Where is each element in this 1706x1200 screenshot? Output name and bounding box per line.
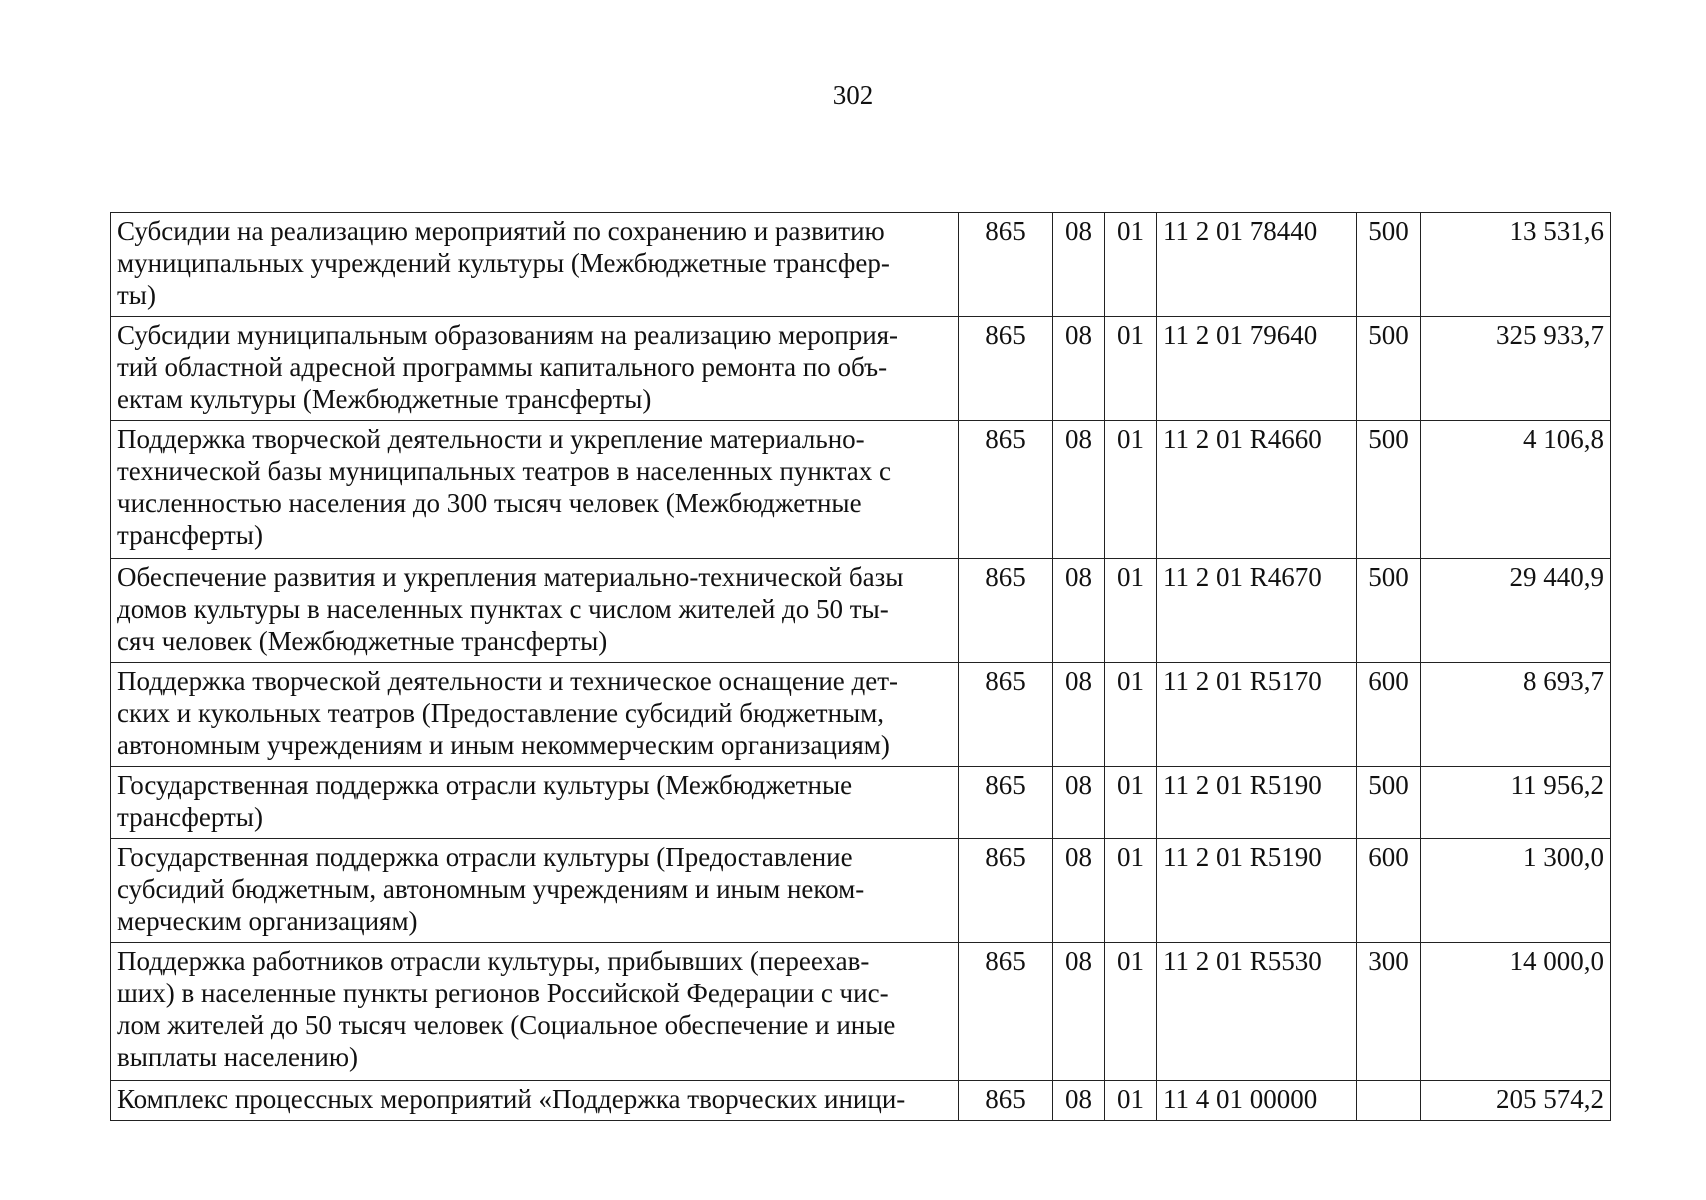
table-row bbox=[111, 943, 1611, 1081]
table-row bbox=[111, 839, 1611, 943]
expense-type-code: 500 bbox=[1357, 213, 1421, 317]
ministry-code: 865 bbox=[959, 1081, 1053, 1121]
budget-table-body bbox=[111, 213, 1611, 1121]
description-line: Государственная поддержка отрасли культуры (Межбюджетные bbox=[117, 770, 853, 800]
section-code: 08 bbox=[1053, 663, 1105, 767]
expense-type-code: 600 bbox=[1357, 663, 1421, 767]
description-line: Обеспечение развития и укрепления материально-технической базы bbox=[117, 562, 904, 592]
amount-value: 205 574,2 bbox=[1421, 1081, 1611, 1121]
description-line: ектам культуры (Межбюджетные трансферты) bbox=[117, 384, 652, 414]
ministry-code: 865 bbox=[959, 663, 1053, 767]
description-line: Субсидии на реализацию мероприятий по сохранению и развитию bbox=[117, 216, 885, 246]
description-line: субсидий бюджетным, автономным учреждениям и иным неком- bbox=[117, 874, 865, 904]
subsection-code: 01 bbox=[1105, 943, 1157, 1081]
section-code: 08 bbox=[1053, 1081, 1105, 1121]
section-code: 08 bbox=[1053, 421, 1105, 559]
expense-type-code: 500 bbox=[1357, 317, 1421, 421]
table-row bbox=[111, 663, 1611, 767]
ministry-code: 865 bbox=[959, 213, 1053, 317]
expense-type-code: 500 bbox=[1357, 421, 1421, 559]
subsection-code: 01 bbox=[1105, 559, 1157, 663]
subsection-code: 01 bbox=[1105, 663, 1157, 767]
amount-value: 1 300,0 bbox=[1421, 839, 1611, 943]
row-description bbox=[111, 317, 959, 421]
amount-value: 325 933,7 bbox=[1421, 317, 1611, 421]
description-line: технической базы муниципальных театров в населенных пунктах с bbox=[117, 456, 891, 486]
description-line: численностью населения до 300 тысяч человек (Межбюджетные bbox=[117, 488, 862, 518]
description-line: Поддержка творческой деятельности и укрепление материально- bbox=[117, 424, 865, 454]
amount-value: 8 693,7 bbox=[1421, 663, 1611, 767]
description-line: сяч человек (Межбюджетные трансферты) bbox=[117, 626, 608, 656]
table-row bbox=[111, 767, 1611, 839]
description-line: лом жителей до 50 тысяч человек (Социальное обеспечение и иные bbox=[117, 1010, 896, 1040]
section-code: 08 bbox=[1053, 943, 1105, 1081]
amount-value: 29 440,9 bbox=[1421, 559, 1611, 663]
row-description bbox=[111, 559, 959, 663]
budget-table bbox=[110, 212, 1611, 1121]
description-line: ших) в населенные пункты регионов Российской Федерации с чис- bbox=[117, 978, 889, 1008]
subsection-code: 01 bbox=[1105, 213, 1157, 317]
expense-type-code: 500 bbox=[1357, 559, 1421, 663]
description-line: Субсидии муниципальным образованиям на реализацию мероприя- bbox=[117, 320, 899, 350]
description-line: трансферты) bbox=[117, 802, 263, 832]
ministry-code: 865 bbox=[959, 767, 1053, 839]
target-article-code: 11 2 01 R5170 bbox=[1157, 663, 1357, 767]
target-article-code: 11 2 01 R5190 bbox=[1157, 839, 1357, 943]
section-code: 08 bbox=[1053, 839, 1105, 943]
row-description bbox=[111, 213, 959, 317]
description-line: Поддержка творческой деятельности и техническое оснащение дет- bbox=[117, 666, 899, 696]
description-line: Поддержка работников отрасли культуры, прибывших (переехав- bbox=[117, 946, 870, 976]
target-article-code: 11 2 01 R4670 bbox=[1157, 559, 1357, 663]
expense-type-code: 300 bbox=[1357, 943, 1421, 1081]
ministry-code: 865 bbox=[959, 943, 1053, 1081]
target-article-code: 11 2 01 R4660 bbox=[1157, 421, 1357, 559]
table-row bbox=[111, 317, 1611, 421]
ministry-code: 865 bbox=[959, 317, 1053, 421]
description-line: ты) bbox=[117, 280, 156, 310]
row-description bbox=[111, 839, 959, 943]
ministry-code: 865 bbox=[959, 421, 1053, 559]
subsection-code: 01 bbox=[1105, 839, 1157, 943]
table-row bbox=[111, 213, 1611, 317]
description-line: Государственная поддержка отрасли культуры (Предоставление bbox=[117, 842, 853, 872]
description-line: выплаты населению) bbox=[117, 1042, 359, 1072]
table-row bbox=[111, 1081, 1611, 1121]
amount-value: 11 956,2 bbox=[1421, 767, 1611, 839]
row-description bbox=[111, 767, 959, 839]
amount-value: 14 000,0 bbox=[1421, 943, 1611, 1081]
subsection-code: 01 bbox=[1105, 317, 1157, 421]
description-line: мерческим организациям) bbox=[117, 906, 418, 936]
target-article-code: 11 4 01 00000 bbox=[1157, 1081, 1357, 1121]
expense-type-code: 500 bbox=[1357, 767, 1421, 839]
amount-value: 13 531,6 bbox=[1421, 213, 1611, 317]
description-line: муниципальных учреждений культуры (Межбюджетные трансфер- bbox=[117, 248, 890, 278]
table-row bbox=[111, 421, 1611, 559]
description-line: автономным учреждениям и иным некоммерческим организациям) bbox=[117, 730, 890, 760]
row-description bbox=[111, 421, 959, 559]
target-article-code: 11 2 01 79640 bbox=[1157, 317, 1357, 421]
subsection-code: 01 bbox=[1105, 1081, 1157, 1121]
section-code: 08 bbox=[1053, 767, 1105, 839]
target-article-code: 11 2 01 78440 bbox=[1157, 213, 1357, 317]
table-row bbox=[111, 559, 1611, 663]
row-description bbox=[111, 1081, 959, 1121]
section-code: 08 bbox=[1053, 317, 1105, 421]
description-line: тий областной адресной программы капитального ремонта по объ- bbox=[117, 352, 888, 382]
row-description bbox=[111, 663, 959, 767]
target-article-code: 11 2 01 R5190 bbox=[1157, 767, 1357, 839]
row-description bbox=[111, 943, 959, 1081]
ministry-code: 865 bbox=[959, 839, 1053, 943]
description-line: Комплекс процессных мероприятий «Поддержка творческих иници- bbox=[117, 1084, 906, 1114]
description-line: домов культуры в населенных пунктах с числом жителей до 50 ты- bbox=[117, 594, 889, 624]
section-code: 08 bbox=[1053, 559, 1105, 663]
amount-value: 4 106,8 bbox=[1421, 421, 1611, 559]
expense-type-code: 600 bbox=[1357, 839, 1421, 943]
expense-type-code bbox=[1357, 1081, 1421, 1121]
subsection-code: 01 bbox=[1105, 767, 1157, 839]
target-article-code: 11 2 01 R5530 bbox=[1157, 943, 1357, 1081]
description-line: ских и кукольных театров (Предоставление субсидий бюджетным, bbox=[117, 698, 884, 728]
page-number: 302 bbox=[832, 80, 874, 110]
description-line: трансферты) bbox=[117, 520, 263, 550]
section-code: 08 bbox=[1053, 213, 1105, 317]
subsection-code: 01 bbox=[1105, 421, 1157, 559]
ministry-code: 865 bbox=[959, 559, 1053, 663]
